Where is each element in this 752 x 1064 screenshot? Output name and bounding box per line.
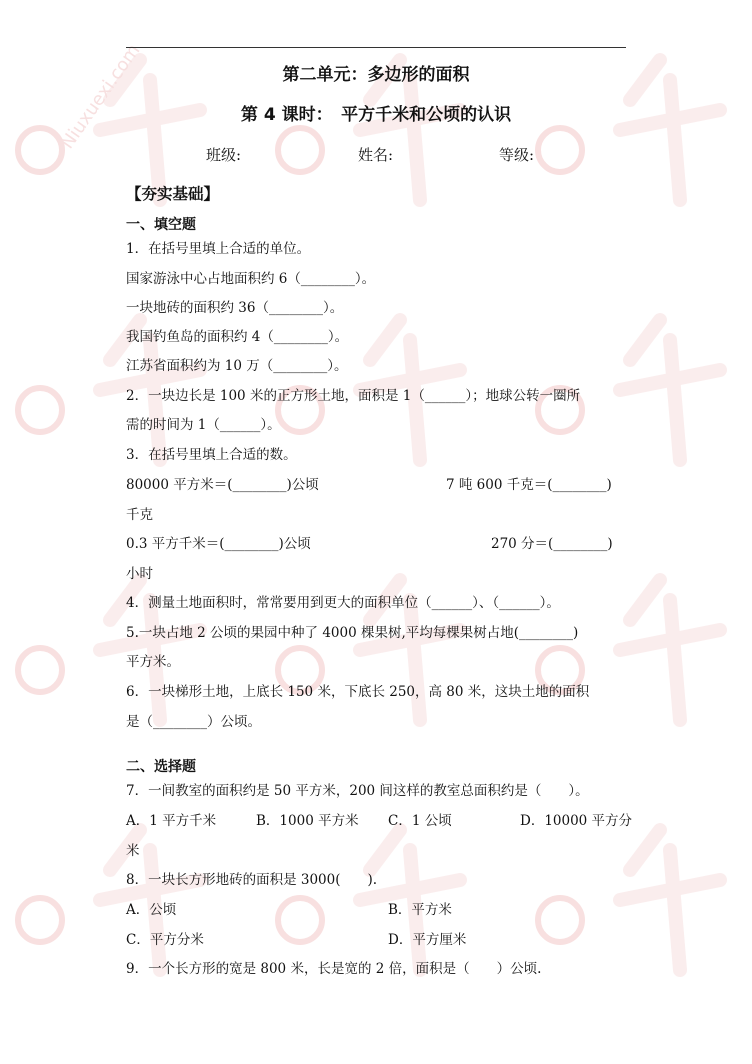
q5-line2: 平方米。 (126, 654, 180, 670)
q2-line2: 需的时间为 1（______）。 (126, 417, 281, 433)
q1-item-2: 一块地砖的面积约 36（________）。 (126, 300, 344, 316)
q8-option-d: D．平方厘米 (388, 932, 467, 948)
q1-stem: 1．在括号里填上合适的单位。 (126, 241, 311, 257)
q7-option-c: C．1 公顷 (388, 813, 452, 829)
q4-text: 4．测量土地面积时，常常要用到更大的面积单位（______）、（______）。 (126, 595, 560, 611)
q6-line1: 6．一块梯形土地，上底长 150 米，下底长 250，高 80 米，这块土地的面积 (126, 684, 590, 700)
q3-b-cont: 小时 (126, 566, 153, 582)
q7-option-b: B．1000 平方米 (256, 813, 359, 829)
q3-stem: 3．在括号里填上合适的数。 (126, 447, 297, 463)
grade-label: 等级: (499, 146, 535, 164)
q8-option-a: A．公顷 (126, 902, 177, 918)
class-label: 班级: (206, 146, 242, 164)
q7-option-d-cont: 米 (126, 843, 140, 859)
part1-heading: 一、填空题 (126, 217, 196, 233)
page-title: 第二单元：多边形的面积 (282, 65, 470, 85)
q3-a-right: 7 吨 600 千克＝(________) (446, 477, 612, 493)
q1-item-1: 国家游泳中心占地面积约 6（________）。 (126, 271, 376, 287)
q3-b-left: 0.3 平方千米＝(________)公顷 (126, 536, 311, 552)
q7-option-a: A．1 平方千米 (126, 813, 217, 829)
q6-line2: 是（________）公顷。 (126, 714, 261, 730)
section-main-heading: 【夯实基础】 (126, 185, 220, 203)
header-rule (126, 47, 626, 48)
q7-stem: 7．一间教室的面积约是 50 平方米，200 间这样的教室总面积约是（ ）。 (126, 783, 589, 799)
lesson-title: 第 4 课时： 平方千米和公顷的认识 (240, 105, 512, 125)
q7-option-d: D．10000 平方分 (520, 813, 633, 829)
watermark-text: Niuxuexi.com (56, 40, 145, 153)
q8-option-c: C．平方分米 (126, 932, 204, 948)
q3-a-left: 80000 平方米＝(________)公顷 (126, 477, 319, 493)
q3-a-cont: 千克 (126, 507, 153, 523)
part2-heading: 二、选择题 (126, 759, 196, 775)
q1-item-4: 江苏省面积约为 10 万（________）。 (126, 358, 348, 374)
q8-stem: 8．一块长方形地砖的面积是 3000( ). (126, 872, 378, 888)
q1-item-3: 我国钓鱼岛的面积约 4（________）。 (126, 329, 349, 345)
q5-line1: 5.一块占地 2 公顷的果园中种了 4000 棵果树,平均每棵果树占地(________) (126, 625, 579, 641)
q9-stem: 9．一个长方形的宽是 800 米，长是宽的 2 倍，面积是（ ）公顷. (126, 961, 542, 977)
name-label: 姓名: (358, 146, 394, 164)
q2-line1: 2．一块边长是 100 米的正方形土地，面积是 1（______）；地球公转一圈所 (126, 388, 581, 404)
q3-b-right: 270 分＝(________) (491, 536, 613, 552)
q8-option-b: B．平方米 (388, 902, 452, 918)
